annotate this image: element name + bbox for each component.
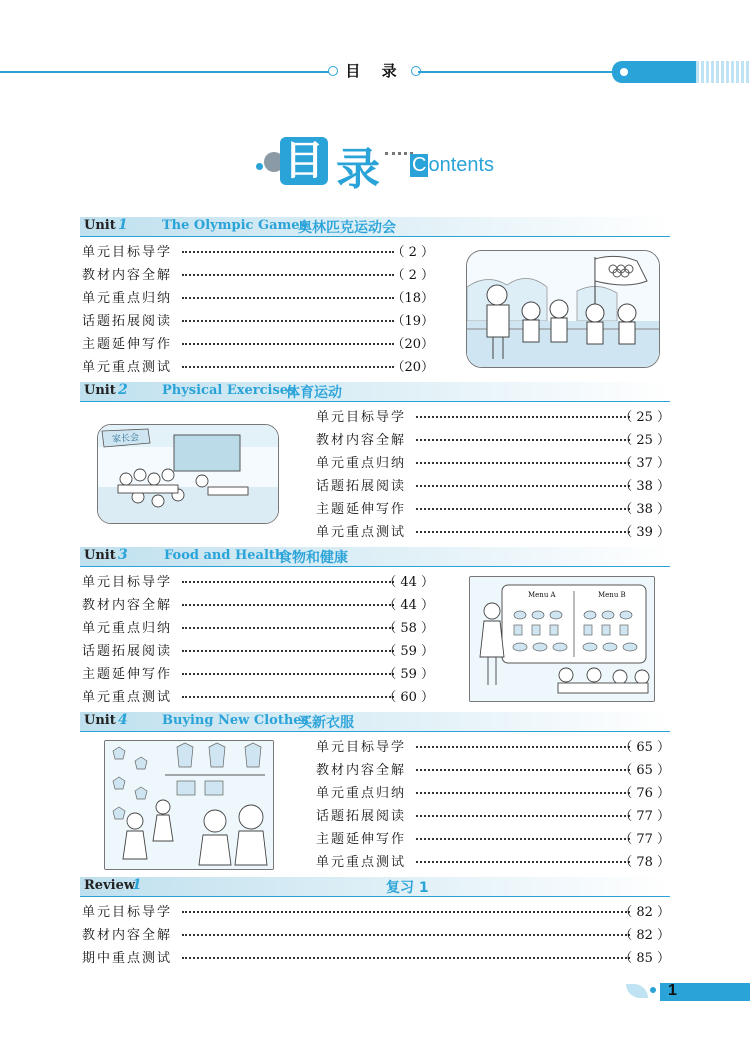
toc-entry-title: 话题拓展阅读 bbox=[82, 644, 173, 659]
toc-entry-title: 单元重点归纳 bbox=[316, 456, 407, 471]
unit-number: 1 bbox=[118, 217, 128, 233]
toc-entry-title: 话题拓展阅读 bbox=[316, 809, 407, 824]
header-stripes bbox=[696, 61, 750, 83]
toc-entry-page: （ 37 ） bbox=[619, 456, 670, 471]
toc-entry[interactable] bbox=[82, 663, 434, 681]
toc-entry-title: 单元重点归纳 bbox=[82, 291, 173, 306]
toc-entry[interactable] bbox=[82, 264, 434, 282]
title-contents-initial: C bbox=[412, 154, 427, 176]
unit-title-en: Food and Health bbox=[164, 548, 285, 563]
toc-entry-page: （19） bbox=[391, 314, 434, 329]
header-rule-right bbox=[418, 71, 612, 73]
toc-entry-title: 主题延伸写作 bbox=[82, 337, 173, 352]
page-number: 1 bbox=[668, 982, 677, 999]
toc-leader-dots bbox=[416, 861, 630, 863]
toc-entry[interactable] bbox=[82, 947, 670, 965]
toc-entry-page: （ 77 ） bbox=[619, 832, 670, 847]
toc-entry-page: （18） bbox=[391, 291, 434, 306]
toc-leader-dots bbox=[416, 485, 630, 487]
toc-entry[interactable] bbox=[316, 498, 670, 516]
review-label: Review bbox=[84, 878, 136, 893]
toc-leader-dots bbox=[182, 934, 630, 936]
toc-leader-dots bbox=[416, 792, 630, 794]
toc-entry-title: 单元重点测试 bbox=[316, 855, 407, 870]
toc-entry-page: （ 82 ） bbox=[619, 905, 670, 920]
unit-title-cn: 奥林匹克运动会 bbox=[298, 220, 396, 236]
title-dot-small bbox=[256, 163, 263, 170]
toc-entry-title: 教材内容全解 bbox=[316, 433, 407, 448]
toc-entry-title: 主题延伸写作 bbox=[316, 502, 407, 517]
review-number: 1 bbox=[132, 877, 142, 893]
toc-leader-dots bbox=[182, 673, 394, 675]
toc-entry[interactable] bbox=[82, 356, 434, 374]
title-dotted-line bbox=[385, 152, 413, 155]
menu-a-label: Menu A bbox=[528, 591, 556, 599]
toc-entry[interactable] bbox=[316, 521, 670, 539]
toc-entry-title: 教材内容全解 bbox=[82, 268, 173, 283]
toc-entry-page: （ 65 ） bbox=[619, 763, 670, 778]
title-contents bbox=[410, 154, 494, 177]
unit-label: Unit bbox=[84, 383, 116, 398]
toc-entry[interactable] bbox=[316, 736, 670, 754]
toc-entry-title: 单元重点测试 bbox=[82, 360, 173, 375]
toc-leader-dots bbox=[416, 769, 630, 771]
toc-entry-title: 话题拓展阅读 bbox=[82, 314, 173, 329]
illustration-menu bbox=[469, 576, 655, 702]
toc-entry-page: （ 25 ） bbox=[619, 433, 670, 448]
toc-leader-dots bbox=[182, 297, 394, 299]
illustration-olympic bbox=[466, 250, 660, 368]
toc-leader-dots bbox=[182, 366, 394, 368]
illustration-classroom bbox=[97, 424, 279, 524]
unit-4-header bbox=[80, 712, 670, 732]
toc-entry-title: 单元重点测试 bbox=[82, 690, 173, 705]
toc-entry-title: 教材内容全解 bbox=[316, 763, 407, 778]
unit-title-cn: 体育运动 bbox=[286, 385, 342, 401]
toc-entry[interactable] bbox=[82, 640, 434, 658]
toc-entry-page: （ 76 ） bbox=[619, 786, 670, 801]
toc-entry[interactable] bbox=[316, 828, 670, 846]
toc-leader-dots bbox=[182, 320, 394, 322]
leaf-icon bbox=[626, 984, 648, 998]
toc-leader-dots bbox=[182, 627, 394, 629]
toc-leader-dots bbox=[416, 508, 630, 510]
toc-entry[interactable] bbox=[316, 805, 670, 823]
toc-entry[interactable] bbox=[82, 594, 434, 612]
toc-entry[interactable] bbox=[316, 475, 670, 493]
toc-entry[interactable] bbox=[316, 851, 670, 869]
toc-entry-page: （ 44 ） bbox=[383, 575, 434, 590]
review-title-cn: 复习 1 bbox=[386, 880, 429, 896]
picture-sign-text: 家长会 bbox=[111, 433, 140, 445]
header-dot-left bbox=[328, 66, 338, 76]
unit-bar-rule bbox=[80, 401, 670, 402]
unit-bar-rule bbox=[80, 566, 670, 567]
toc-leader-dots bbox=[182, 911, 630, 913]
unit-3-header bbox=[80, 547, 670, 567]
toc-entry-page: （ 44 ） bbox=[383, 598, 434, 613]
unit-1-header bbox=[80, 217, 670, 237]
unit-2-header bbox=[80, 382, 670, 402]
unit-title-cn: 食物和健康 bbox=[278, 550, 348, 566]
toc-entry[interactable] bbox=[82, 901, 670, 919]
unit-number: 3 bbox=[118, 547, 128, 563]
toc-leader-dots bbox=[416, 838, 630, 840]
toc-entry-page: （ 38 ） bbox=[619, 502, 670, 517]
unit-number: 4 bbox=[118, 712, 128, 728]
toc-entry[interactable] bbox=[82, 924, 670, 942]
toc-entry[interactable] bbox=[316, 429, 670, 447]
toc-entry-title: 期中重点测试 bbox=[82, 951, 173, 966]
toc-entry-page: （ 78 ） bbox=[619, 855, 670, 870]
header-rule-left bbox=[0, 71, 336, 73]
menu-scene-svg bbox=[470, 577, 654, 701]
toc-leader-dots bbox=[416, 815, 630, 817]
toc-entry-page: （ 38 ） bbox=[619, 479, 670, 494]
unit-title-en: Physical Exercises bbox=[162, 383, 296, 398]
toc-entry-title: 教材内容全解 bbox=[82, 928, 173, 943]
toc-entry[interactable] bbox=[316, 759, 670, 777]
title-char: 录 bbox=[336, 144, 380, 195]
unit-number: 2 bbox=[118, 382, 128, 398]
title-contents-rest: ontents bbox=[428, 154, 495, 176]
toc-entry-page: （ 59 ） bbox=[383, 667, 434, 682]
toc-entry-title: 单元目标导学 bbox=[82, 575, 173, 590]
toc-leader-dots bbox=[416, 462, 630, 464]
toc-entry-title: 单元目标导学 bbox=[82, 245, 173, 260]
menu-b-label: Menu B bbox=[598, 591, 626, 599]
unit-bar-rule bbox=[80, 896, 670, 897]
toc-entry-page: （ 60 ） bbox=[383, 690, 434, 705]
toc-entry-title: 教材内容全解 bbox=[82, 598, 173, 613]
toc-entry[interactable] bbox=[82, 333, 434, 351]
toc-leader-dots bbox=[182, 581, 394, 583]
unit-label: Unit bbox=[84, 548, 116, 563]
toc-leader-dots bbox=[416, 531, 630, 533]
unit-label: Unit bbox=[84, 218, 116, 233]
toc-entry[interactable] bbox=[82, 571, 434, 589]
toc-entry-title: 单元重点测试 bbox=[316, 525, 407, 540]
toc-entry[interactable] bbox=[316, 452, 670, 470]
olympic-scene-svg bbox=[467, 251, 659, 367]
toc-leader-dots bbox=[416, 746, 630, 748]
header-title: 目 录 bbox=[345, 62, 405, 80]
shop-scene-svg bbox=[105, 741, 273, 869]
unit-title-en: The Olympic Games bbox=[162, 218, 307, 233]
toc-leader-dots bbox=[182, 604, 394, 606]
toc-entry[interactable] bbox=[82, 617, 434, 635]
toc-entry-page: （ 85 ） bbox=[619, 951, 670, 966]
toc-entry-page: （ 82 ） bbox=[619, 928, 670, 943]
toc-entry-page: （ 2 ） bbox=[391, 245, 434, 260]
toc-entry-title: 单元重点归纳 bbox=[82, 621, 173, 636]
unit-title-cn: 买新衣服 bbox=[298, 715, 354, 731]
toc-entry[interactable] bbox=[82, 686, 434, 704]
unit-label: Unit bbox=[84, 713, 116, 728]
toc-entry-title: 单元目标导学 bbox=[82, 905, 173, 920]
toc-entry[interactable] bbox=[316, 782, 670, 800]
toc-entry[interactable] bbox=[82, 241, 434, 259]
toc-entry-title: 单元目标导学 bbox=[316, 410, 407, 425]
toc-entry-title: 主题延伸写作 bbox=[316, 832, 407, 847]
toc-entry-page: （ 2 ） bbox=[391, 268, 434, 283]
toc-entry-page: （ 77 ） bbox=[619, 809, 670, 824]
footer-dot bbox=[650, 987, 656, 993]
toc-leader-dots bbox=[182, 251, 394, 253]
toc-entry-page: （ 59 ） bbox=[383, 644, 434, 659]
unit-bar-bg bbox=[80, 877, 670, 897]
toc-entry[interactable] bbox=[316, 406, 670, 424]
title-char-boxed: 目 bbox=[280, 137, 328, 185]
toc-entry-page: （ 25 ） bbox=[619, 410, 670, 425]
toc-leader-dots bbox=[182, 957, 630, 959]
toc-leader-dots bbox=[182, 274, 394, 276]
illustration-clothes-shop bbox=[104, 740, 274, 870]
toc-entry-page: （ 39 ） bbox=[619, 525, 670, 540]
review-1-header bbox=[80, 877, 670, 897]
toc-leader-dots bbox=[416, 439, 630, 441]
toc-entry-title: 主题延伸写作 bbox=[82, 667, 173, 682]
toc-leader-dots bbox=[182, 343, 394, 345]
toc-entry-title: 话题拓展阅读 bbox=[316, 479, 407, 494]
toc-leader-dots bbox=[182, 650, 394, 652]
toc-entry[interactable] bbox=[82, 310, 434, 328]
toc-entry-page: （20） bbox=[391, 360, 434, 375]
toc-entry-page: （ 58 ） bbox=[383, 621, 434, 636]
toc-leader-dots bbox=[416, 416, 630, 418]
toc-entry-title: 单元目标导学 bbox=[316, 740, 407, 755]
unit-title-en: Buying New Clothes bbox=[162, 713, 309, 728]
toc-entry-page: （ 65 ） bbox=[619, 740, 670, 755]
dot-icon bbox=[620, 68, 628, 76]
toc-entry-page: （20） bbox=[391, 337, 434, 352]
unit-bar-rule bbox=[80, 731, 670, 732]
toc-entry-title: 单元重点归纳 bbox=[316, 786, 407, 801]
toc-leader-dots bbox=[182, 696, 394, 698]
toc-entry[interactable] bbox=[82, 287, 434, 305]
